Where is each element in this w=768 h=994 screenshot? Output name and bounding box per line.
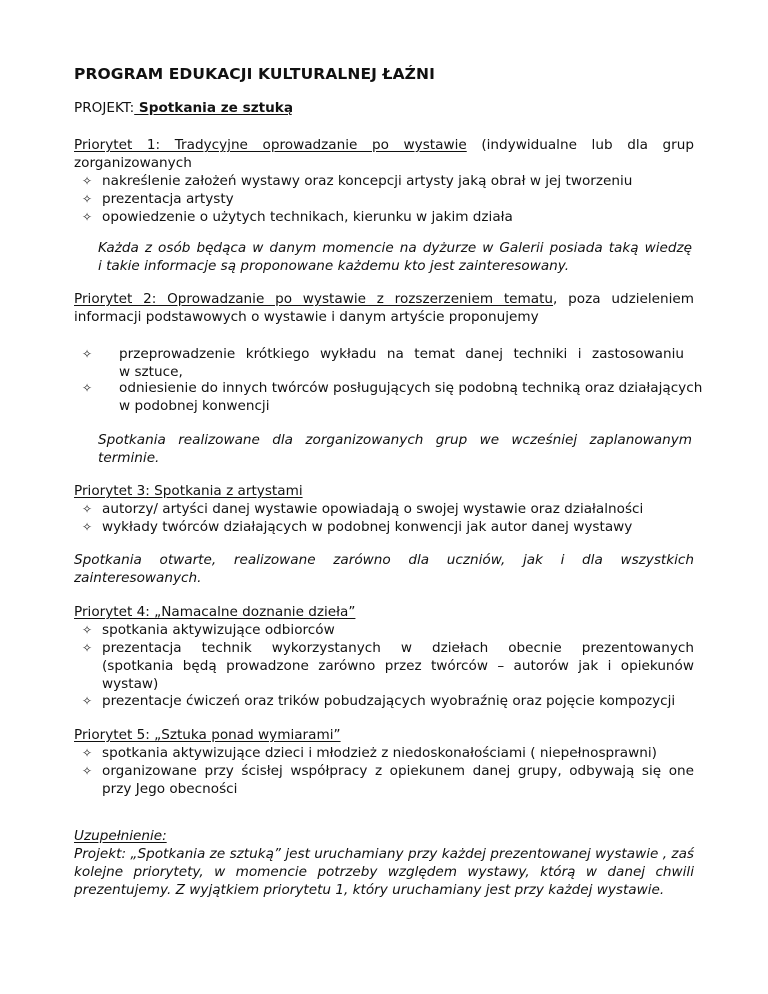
list-item: spotkania aktywizujące dzieci i młodzież z niedoskonałościami ( niepełnosprawni) — [102, 745, 657, 761]
bullet-icon: ✧ — [82, 694, 93, 708]
priority-2-title: Priorytet 2: Oprowadzanie po wystawie z rozszerzeniem tematu — [74, 291, 554, 307]
bullet-icon: ✧ — [82, 174, 93, 188]
list-item: prezentacje ćwiczeń oraz trików pobudzających wyobraźnię oraz pojęcie kompozycji — [102, 693, 676, 709]
priority-3-note-cont: zainteresowanych. — [74, 570, 202, 586]
list-item: wykłady twórców działających w podobnej konwencji jak autor danej wystawy — [102, 519, 633, 535]
bullet-icon: ✧ — [82, 210, 93, 224]
priority-1-note: Każda z osób będąca w danym momencie na dyżurze w Galerii posiada taką wiedzę — [98, 240, 692, 256]
priority-1-heading-rest: (indywidualne lub dla grup — [466, 137, 694, 153]
supplement-text-cont: kolejne priorytety, w momencie potrzeby względem wystawy, którą w danej chwili — [74, 864, 694, 880]
priority-2-heading — [74, 290, 694, 308]
bullet-icon: ✧ — [82, 381, 93, 395]
list-item: organizowane przy ścisłej współpracy z opiekunem danej grupy, odbywają się one — [102, 763, 694, 779]
project-label: PROJEKT: — [74, 100, 135, 116]
priority-3-note: Spotkania otwarte, realizowane zarówno dla uczniów, jak i dla wszystkich — [74, 552, 694, 568]
bullet-icon: ✧ — [82, 641, 93, 655]
bullet-icon: ✧ — [82, 520, 93, 534]
supplement-label: Uzupełnienie: — [74, 828, 167, 844]
list-item-cont: w podobnej konwencji — [119, 398, 270, 414]
list-item: autorzy/ artyści danej wystawie opowiadają o swojej wystawie oraz działalności — [102, 501, 644, 517]
list-item: spotkania aktywizujące odbiorców — [102, 622, 335, 638]
bullet-icon: ✧ — [82, 623, 93, 637]
project-line — [74, 99, 293, 117]
priority-1-title: Priorytet 1: Tradycyjne oprowadzanie po wystawie — [74, 137, 467, 153]
bullet-icon: ✧ — [82, 347, 93, 361]
list-item: nakreślenie założeń wystawy oraz koncepcji artysty jaką obrał w jej tworzeniu — [102, 173, 633, 189]
list-item-cont: w sztuce, — [119, 364, 183, 380]
bullet-icon: ✧ — [82, 192, 93, 206]
priority-1-heading-cont: zorganizowanych — [74, 155, 192, 171]
list-item: odniesienie do innych twórców posługujących się podobną techniką oraz działających — [119, 380, 703, 396]
priority-2-heading-rest: , poza udzieleniem — [553, 291, 694, 307]
supplement-text: Projekt: „Spotkania ze sztuką” jest uruchamiany przy każdej prezentowanej wystawie , zaś — [74, 846, 694, 862]
list-item-cont: wystaw) — [102, 676, 159, 692]
supplement-text-cont: prezentujemy. Z wyjątkiem priorytetu 1, który uruchamiany jest przy każdej wystawie. — [74, 882, 665, 898]
project-name: Spotkania ze sztuką — [134, 100, 294, 116]
priority-2-note: Spotkania realizowane dla zorganizowanych grup we wcześniej zaplanowanym — [98, 432, 692, 448]
priority-2-note-cont: terminie. — [98, 450, 160, 466]
bullet-icon: ✧ — [82, 502, 93, 516]
priority-3-title: Priorytet 3: Spotkania z artystami — [74, 483, 303, 499]
priority-1-heading — [74, 136, 694, 154]
priority-5-title: Priorytet 5: „Sztuka ponad wymiarami” — [74, 727, 341, 743]
bullet-icon: ✧ — [82, 764, 93, 778]
list-item-cont: przy Jego obecności — [102, 781, 238, 797]
list-item: opowiedzenie o użytych technikach, kierunku w jakim działa — [102, 209, 513, 225]
priority-1-note-cont: i takie informacje są proponowane każdemu kto jest zainteresowany. — [98, 258, 570, 274]
list-item: przeprowadzenie krótkiego wykładu na temat danej techniki i zastosowaniu — [119, 346, 684, 362]
document-title: PROGRAM EDUKACJI KULTURALNEJ ŁAŹNI — [74, 65, 435, 83]
list-item-cont: (spotkania będą prowadzone zarówno przez twórców – autorów jak i opiekunów — [102, 658, 694, 674]
list-item: prezentacja artysty — [102, 191, 234, 207]
priority-2-heading-cont: informacji podstawowych o wystawie i danym artyście proponujemy — [74, 309, 539, 325]
list-item: prezentacja technik wykorzystanych w dziełach obecnie prezentowanych — [102, 640, 694, 656]
bullet-icon: ✧ — [82, 746, 93, 760]
priority-4-title: Priorytet 4: „Namacalne doznanie dzieła” — [74, 604, 356, 620]
